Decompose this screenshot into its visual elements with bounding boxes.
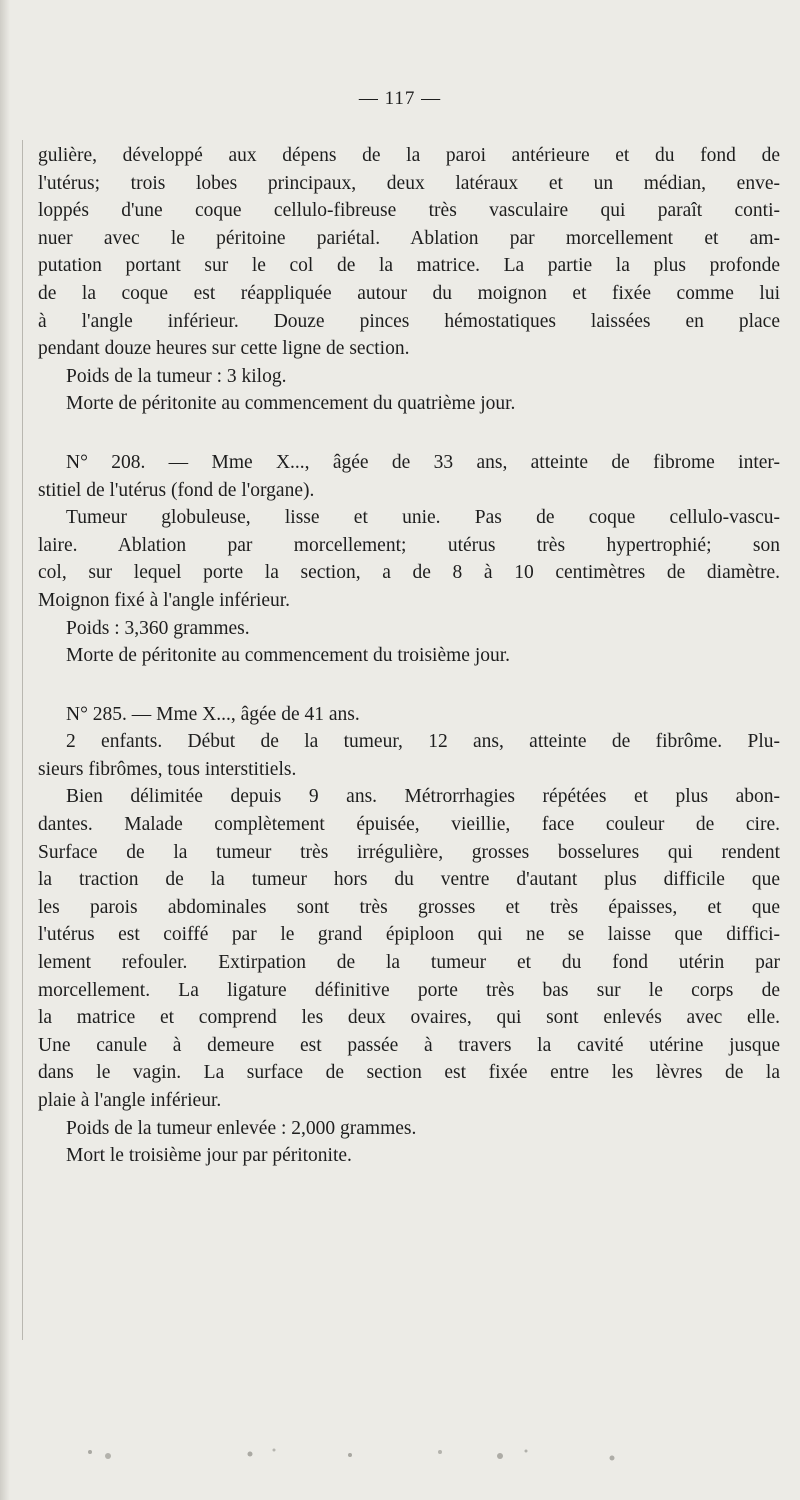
text-line: dantes. Malade complètement épuisée, vieillie, face couleur de cire. xyxy=(38,814,780,836)
page-number: — 117 — xyxy=(358,88,442,109)
text-line: la matrice et comprend les deux ovaires, qui sont enlevés avec elle. xyxy=(38,1007,780,1029)
text-line: dans le vagin. La surface de section est fixée entre les lèvres de la xyxy=(38,1062,780,1084)
tumor-weight-line: Poids de la tumeur enlevée : 2,000 grammes. xyxy=(66,1117,417,1139)
paragraph-gap xyxy=(38,670,780,701)
text-line: Moignon fixé à l'angle inférieur. xyxy=(38,589,291,611)
text-line: sieurs fibrômes, tous interstitiels. xyxy=(38,758,297,780)
text-line: laire. Ablation par morcellement; utérus très hypertrophié; son xyxy=(38,534,780,556)
paragraph-continuation xyxy=(38,142,780,418)
document-body xyxy=(38,142,780,1170)
text-line: col, sur lequel porte la section, a de 8 à 10 centimètres de diamètre. xyxy=(38,562,780,584)
case-285 xyxy=(38,701,780,1170)
outcome-line: Morte de péritonite au commencement du quatrième jour. xyxy=(66,393,516,415)
tumor-weight-line: Poids : 3,360 grammes. xyxy=(66,617,250,639)
text-line: Une canule à demeure est passée à travers la cavité utérine jusque xyxy=(38,1034,780,1056)
text-line: de la coque est réappliquée autour du moignon et fixée comme lui xyxy=(38,282,780,304)
scan-margin-line xyxy=(22,140,23,1340)
text-line: la traction de la tumeur hors du ventre d'autant plus difficile que xyxy=(38,869,780,891)
page-edge-shadow xyxy=(0,0,10,1500)
text-line: les parois abdominales sont très grosses et très épaisses, et que xyxy=(38,896,780,918)
text-line: nuer avec le péritoine pariétal. Ablation par morcellement et am- xyxy=(38,227,780,249)
case-heading-line: N° 285. — Mme X..., âgée de 41 ans. xyxy=(66,703,360,725)
text-line: Tumeur globuleuse, lisse et unie. Pas de coque cellulo-vascu- xyxy=(66,507,780,529)
text-line: pendant douze heures sur cette ligne de section. xyxy=(38,338,410,360)
paragraph-gap xyxy=(38,418,780,449)
text-line: Bien délimitée depuis 9 ans. Métrorrhagies répétées et plus abon- xyxy=(66,786,780,808)
scan-bleed-through-specks xyxy=(60,1440,700,1470)
text-line: l'utérus est coiffé par le grand épiploon qui ne se laisse que diffici- xyxy=(38,924,780,946)
case-heading-line: N° 208. — Mme X..., âgée de 33 ans, atteinte de fibrome inter- xyxy=(66,451,780,473)
text-line: Surface de la tumeur très irrégulière, grosses bosselures qui rendent xyxy=(38,841,780,863)
outcome-line: Mort le troisième jour par péritonite. xyxy=(66,1145,352,1167)
text-line: à l'angle inférieur. Douze pinces hémostatiques laissées en place xyxy=(38,310,780,332)
text-line: l'utérus; trois lobes principaux, deux latéraux et un médian, enve- xyxy=(38,172,780,194)
text-line: lement refouler. Extirpation de la tumeur et du fond utérin par xyxy=(38,952,780,974)
text-line: putation portant sur le col de la matrice. La partie la plus profonde xyxy=(38,255,780,277)
tumor-weight-line: Poids de la tumeur : 3 kilog. xyxy=(66,365,287,387)
text-line: morcellement. La ligature définitive porte très bas sur le corps de xyxy=(38,979,780,1001)
text-line: loppés d'une coque cellulo-fibreuse très vasculaire qui paraît conti- xyxy=(38,200,780,222)
text-line: plaie à l'angle inférieur. xyxy=(38,1090,222,1111)
outcome-line: Morte de péritonite au commencement du troisième jour. xyxy=(66,645,511,667)
text-line: gulière, développé aux dépens de la paroi antérieure et du fond de xyxy=(38,145,780,166)
case-208 xyxy=(38,449,780,670)
text-line: 2 enfants. Début de la tumeur, 12 ans, atteinte de fibrôme. Plu- xyxy=(66,731,780,753)
text-line: stitiel de l'utérus (fond de l'organe). xyxy=(38,479,315,501)
